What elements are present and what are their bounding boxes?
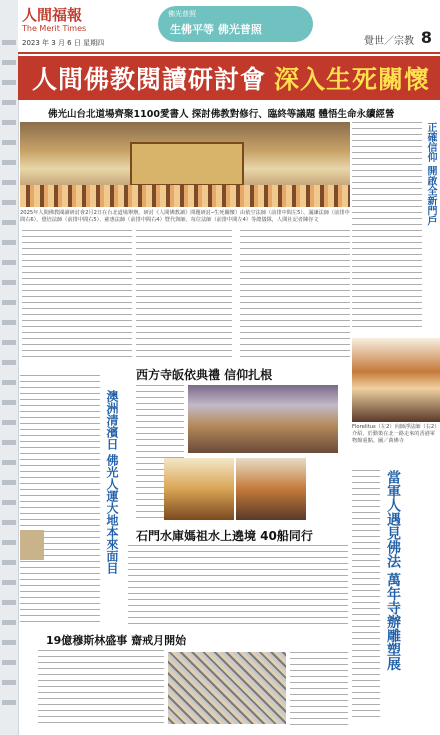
- crowd-photo: [168, 652, 286, 724]
- main-photo-caption: 2025年人間佛教閱讀研討會2月2日在台北道場舉辦。研討《人間佛教讀》問題研討─生死關懷）由依空法師（前排中間左5）、滿謙法師（前排中間右6），覺培法師（前排中間右5）、慈惠法師（前排中間右4）暨代與師，每位法師（前排中間左4）等總儀隊，人間社記者陳谷文: [20, 210, 350, 223]
- australia-text: [20, 375, 100, 625]
- subheadline: 佛光山台北道場齊聚1100愛書人 探討佛教對修行、臨終等議題 體悟生命永續經營: [48, 109, 395, 120]
- issue-date: 2023 年 3 月 6 日 星期四: [22, 39, 105, 47]
- muslim-text: [38, 650, 164, 728]
- refuge-photo-1: [164, 458, 234, 520]
- small-photo: [20, 530, 44, 560]
- logo-english: The Merit Times: [22, 24, 87, 33]
- tutor-photo-caption: Florelitus（左2）向師淨法師（右2）介紹，於動策在北一路走來的香港軍物館重點。圖／萬佛寺: [352, 424, 440, 444]
- sidebar-title: 正確信仰 開啟全新門戶: [425, 122, 436, 226]
- section-label: 覺世／宗教: [364, 36, 414, 47]
- body-text-block-1: [22, 230, 132, 360]
- headline-highlight: 深入生死關懷: [273, 65, 430, 94]
- newspaper-page: [18, 0, 440, 735]
- tutor-text: [352, 470, 380, 720]
- banner-main: 生佛平等 佛光普照: [170, 23, 262, 36]
- photo-stage: [130, 142, 244, 186]
- tutor-photo: [352, 338, 440, 422]
- shimen-headline: 石門水庫媽祖水上遶境 40船同行: [136, 529, 313, 543]
- main-photo: [20, 122, 350, 207]
- left-index-strip: [0, 0, 19, 735]
- headline-bar: [18, 56, 440, 100]
- sidebar-story: [352, 122, 440, 332]
- headline-main: 人間佛教閱讀研討會: [32, 65, 267, 94]
- australia-headline: 澳洲清濱日 佛光人運大地本來面目: [105, 390, 119, 575]
- body-text-block-3: [240, 230, 350, 360]
- shimen-text: [128, 545, 348, 627]
- temple-photo: [188, 385, 338, 453]
- refuge-photo-2: [236, 458, 306, 520]
- photo-audience: [20, 185, 350, 207]
- page-number: 8: [420, 28, 432, 47]
- tutor-headline: 當軍人遇見佛法 萬年寺辦雕塑展: [385, 470, 401, 671]
- masthead-banner: [158, 6, 313, 42]
- banner-top: 佛光普照: [168, 10, 196, 18]
- body-text-block-2: [136, 230, 232, 360]
- muslim-headline: 19億穆斯林盛事 齋戒月開始: [46, 634, 187, 647]
- crowd-caption-text: [290, 652, 348, 726]
- sidebar-text: [352, 122, 422, 332]
- logo: 人間福報: [22, 6, 83, 24]
- west-temple-headline: 西方寺皈依典禮 信仰扎根: [136, 368, 273, 382]
- masthead: [18, 0, 440, 54]
